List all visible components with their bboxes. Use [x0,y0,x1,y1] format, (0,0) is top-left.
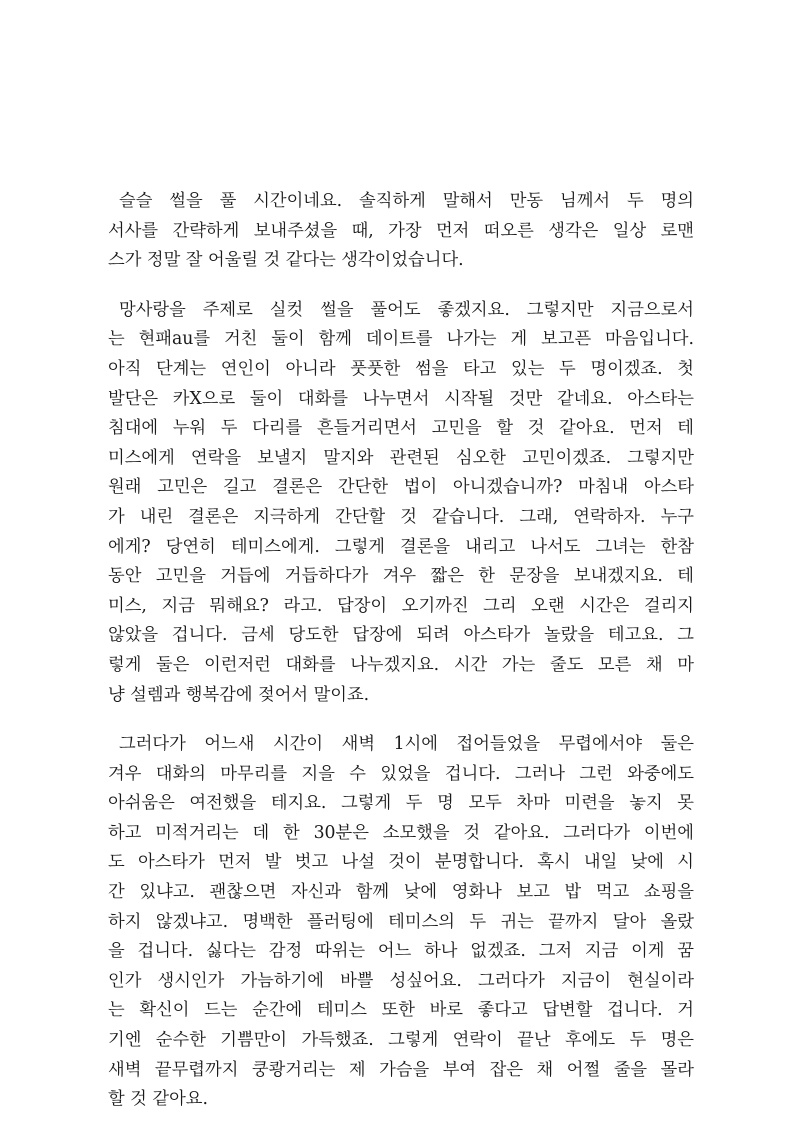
text-line: 슬슬 썰을 풀 시간이네요. 솔직하게 말해서 만동 님께서 두 명의 [119,191,694,211]
text-line: 간 있냐고. 괜찮으면 자신과 함께 낮에 영화나 보고 밥 먹고 쇼핑을 [108,882,694,903]
text-line: 스가 정말 잘 어울릴 것 같다는 생각이었습니다. [108,250,464,271]
text-line: 침대에 누워 두 다리를 흔들거리면서 고민을 할 것 같아요. 먼저 테 [108,418,694,439]
text-line: 미스, 지금 뭐해요? 라고. 답장이 오기까진 그리 오랜 시간은 걸리지 [108,595,694,616]
paragraph-1 [108,187,694,276]
text-line: 기엔 순수한 기쁨만이 가득했죠. 그렇게 연락이 끝난 후에도 두 명은 [108,1030,694,1051]
text-line: 서사를 간략하게 보내주셨을 때, 가장 먼저 떠오른 생각은 일상 로맨 [108,220,694,241]
text-line: 할 것 같아요. [108,1089,208,1110]
text-line: 겨우 대화의 마무리를 지을 수 있었을 겁니다. 그러나 그런 와중에도 [108,763,694,784]
text-line: 망사랑을 주제로 실컷 썰을 풀어도 좋겠지요. 그렇지만 지금으로서 [119,299,694,320]
text-line: 아쉬움은 여전했을 테지요. 그렇게 두 명 모두 차마 미련을 놓지 못 [108,793,694,814]
text-line: 냥 설렘과 행복감에 젖어서 말이죠. [108,684,370,705]
text-line: 발단은 카X으로 둘이 대화를 나누면서 시작될 것만 같네요. 아스타는 [108,388,694,409]
paragraph-2 [108,296,694,710]
text-line: 는 현패au를 거친 둘이 함께 데이트를 나가는 게 보고픈 마음입니다. [108,329,694,350]
text-line: 그러다가 어느새 시간이 새벽 1시에 접어들었을 무렵에서야 둘은 [119,734,694,755]
text-line: 않았을 겁니다. 금세 당도한 답장에 되려 아스타가 놀랐을 테고요. 그 [108,625,694,646]
text-line: 도 아스타가 먼저 발 벗고 나설 것이 분명합니다. 혹시 내일 낮에 시 [108,852,694,873]
text-line: 인가 생시인가 가늠하기에 바쁠 성싶어요. 그러다가 지금이 현실이라 [108,970,694,991]
paragraph-3 [108,730,694,1115]
text-line: 렇게 둘은 이런저런 대화를 나누겠지요. 시간 가는 줄도 모른 채 마 [108,654,694,675]
text-line: 을 겁니다. 싫다는 감정 따위는 어느 하나 없겠죠. 그저 지금 이게 꿈 [108,941,694,962]
text-line: 에게? 당연히 테미스에게. 그렇게 결론을 내리고 나서도 그녀는 한참 [108,536,694,557]
document-body [108,187,694,1135]
text-line: 미스에게 연락을 보낼지 말지와 관련된 심오한 고민이겠죠. 그렇지만 [108,447,694,468]
text-line: 새벽 끝무렵까지 쿵쾅거리는 제 가슴을 부여 잡은 채 어쩔 줄을 몰라 [108,1059,694,1080]
text-line: 는 확신이 드는 순간에 테미스 또한 바로 좋다고 답변할 겁니다. 거 [108,1000,694,1021]
text-line: 하지 않겠냐고. 명백한 플러팅에 테미스의 두 귀는 끝까지 달아 올랐 [108,911,694,932]
text-line: 원래 고민은 길고 결론은 간단한 법이 아니겠습니까? 마침내 아스타 [108,477,694,498]
text-line: 하고 미적거리는 데 한 30분은 소모했을 것 같아요. 그러다가 이번에 [108,822,694,843]
text-line: 동안 고민을 거듭에 거듭하다가 겨우 짧은 한 문장을 보내겠지요. 테 [108,566,694,587]
text-line: 아직 단계는 연인이 아니라 풋풋한 썸을 타고 있는 두 명이겠죠. 첫 [108,358,694,379]
text-line: 가 내린 결론은 지극하게 간단할 것 같습니다. 그래, 연락하자. 누구 [108,506,694,527]
